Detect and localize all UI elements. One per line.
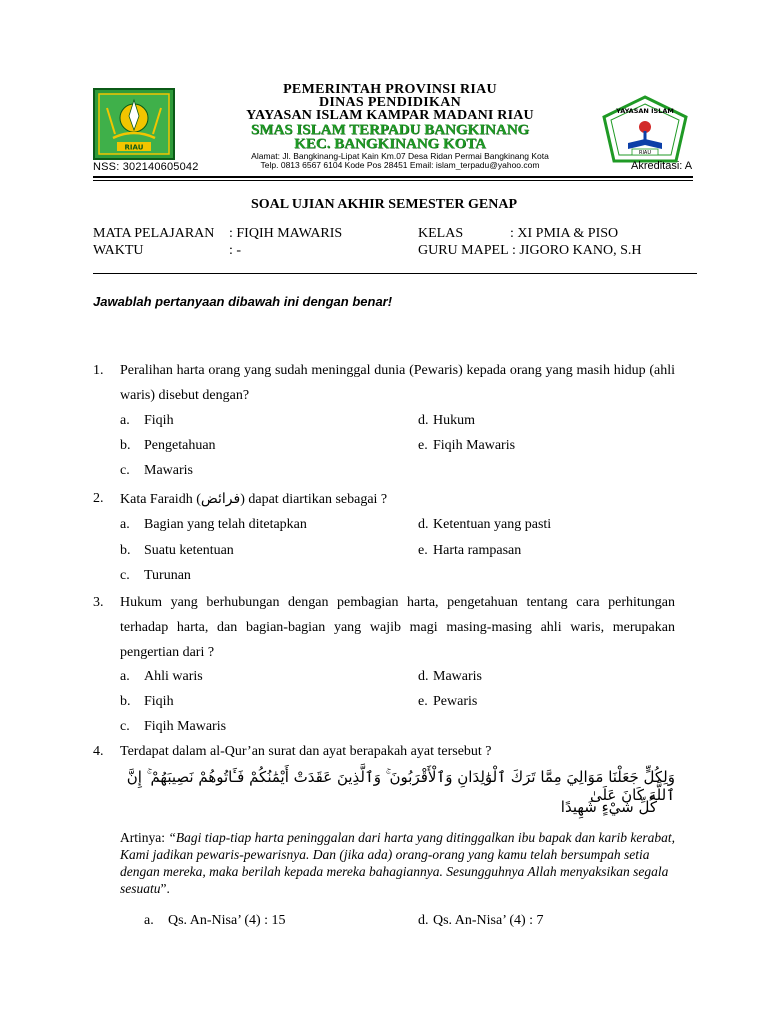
letterhead-government: PEMERINTAH PROVINSI RIAU [283,82,497,97]
svg-text:RIAU: RIAU [124,143,144,152]
option-d: Hukum [433,413,475,428]
school-address: Alamat: Jl. Bangkinang-Lipat Kain Km.07 Desa Ridan Permai Bangkinang Kota [251,151,549,161]
option-letter: d. [418,669,429,684]
option-letter: b. [120,694,131,709]
option-e: Fiqih Mawaris [433,438,516,453]
verse-translation [120,829,675,897]
question-text: Peralihan harta orang yang sudah meninggal dunia (Pewaris) kepada orang yang masih hidup (ahli waris) disebut dengan? [120,363,675,403]
option-c: Turunan [144,568,191,583]
question-text: Hukum yang berhubungan dengan pembagian harta, pengetahuan tentang cara perhitungan terhadap harta, dan bagian-bagian yang wajib magi masing-masing ahli waris, merupakan pengertian dari ? [120,595,675,660]
question-text: Kata Faraidh (فرائض) dapat diartikan sebagai ? [120,492,388,507]
question-number: 4. [93,744,104,759]
translation-text: “Bagi tiap-tiap harta peninggalan dari harta yang ditinggalkan ibu bapak dan karib kerabat, Kami jadikan pewaris-pewarisnya. Dan (jika ada) orang-orang yang kamu telah bersumpah setia dengan mereka, maka berilah kepada mereka bahagiannya. Sesungguhnya Allah menyaksikan segala sesuatu [120,830,675,896]
option-b: Pengetahuan [144,438,216,453]
option-e: Harta rampasan [433,543,522,558]
option-letter: a. [120,669,130,684]
option-letter: a. [144,913,154,928]
translation-label: Artinya: [120,830,169,845]
teacher-label: GURU MAPEL [418,243,509,258]
quran-verse-line-1: وَلِكُلٍّ جَعَلْنَا مَوَالِيَ مِمَّا تَرَكَ ٱلْوَٰلِدَانِ وَٱلْأَقْرَبُونَ ۚ وَٱلَّذِينَ عَقَدَتْ أَيْمَٰنُكُمْ فَـَٔاتُوهُمْ نَصِيبَهُمْ ۚ إِنَّ ٱللَّهَ كَانَ عَلَىٰ [126,768,675,804]
svg-text:YAYASAN ISLAM: YAYASAN ISLAM [616,107,674,115]
time-value: : - [229,243,242,258]
option-c: Fiqih Mawaris [144,719,227,734]
option-b: Suatu ketentuan [144,543,234,558]
class-value: : XI PMIA & PISO [510,226,619,241]
question-text: Terdapat dalam al-Qur’an surat dan ayat berapakah ayat tersebut ? [120,744,492,759]
question-number: 1. [93,363,104,378]
letterhead-divider-thin [93,180,693,181]
option-letter: d. [418,913,429,928]
option-letter: b. [120,543,131,558]
option-e: Pewaris [433,694,478,709]
time-label: WAKTU [93,243,144,258]
quran-verse-line-2: كُلِّ شَيْءٍ شَهِيدًا [560,798,657,816]
option-letter: c. [120,719,130,734]
letterhead-divider-thick [93,176,693,178]
instruction-text: Jawablah pertanyaan dibawah ini dengan benar! [93,294,393,309]
option-c: Mawaris [144,463,193,478]
option-letter: e. [418,438,428,453]
option-letter: a. [120,517,130,532]
exam-title: SOAL UJIAN AKHIR SEMESTER GENAP [250,197,518,212]
class-label: KELAS [418,226,464,241]
school-contact: Telp. 0813 6567 6104 Kode Pos 28451 Email: islam_terpadu@yahoo.com [260,160,540,170]
letterhead-foundation: YAYASAN ISLAM KAMPAR MADANI RIAU [246,108,534,123]
option-letter: d. [418,517,429,532]
option-letter: c. [120,463,130,478]
option-letter: a. [120,413,130,428]
school-district: KEC. BANGKINANG KOTA [294,136,486,152]
option-letter: b. [120,438,131,453]
option-a: Ahli waris [144,669,203,684]
translation-end: ”. [160,881,170,896]
option-a: Bagian yang telah ditetapkan [144,517,307,532]
question-number: 2. [93,491,104,506]
subject-label: MATA PELAJARAN [93,226,215,241]
option-letter: e. [418,543,428,558]
option-d: Ketentuan yang pasti [433,517,552,532]
accreditation-label: Akreditasi: A [631,160,693,172]
riau-province-emblem [93,88,175,160]
school-name: SMAS ISLAM TERPADU BANGKINANG [250,122,530,138]
option-a: Fiqih [144,413,174,428]
question-number: 3. [93,595,104,610]
subject-value: : FIQIH MAWARIS [229,226,343,241]
option-letter: c. [120,568,130,583]
yayasan-islam-logo [600,95,690,165]
header-divider [93,273,697,274]
option-d: Qs. An-Nisa’ (4) : 7 [433,913,544,928]
nss-number: NSS: 302140605042 [93,161,199,173]
letterhead-department: DINAS PENDIDIKAN [318,95,462,110]
svg-text:RIAU: RIAU [638,150,652,156]
option-a: Qs. An-Nisa’ (4) : 15 [168,913,286,928]
option-letter: e. [418,694,428,709]
option-d: Mawaris [433,669,482,684]
teacher-value: : JIGORO KANO, S.H [512,243,642,258]
option-letter: d. [418,413,429,428]
option-b: Fiqih [144,694,174,709]
